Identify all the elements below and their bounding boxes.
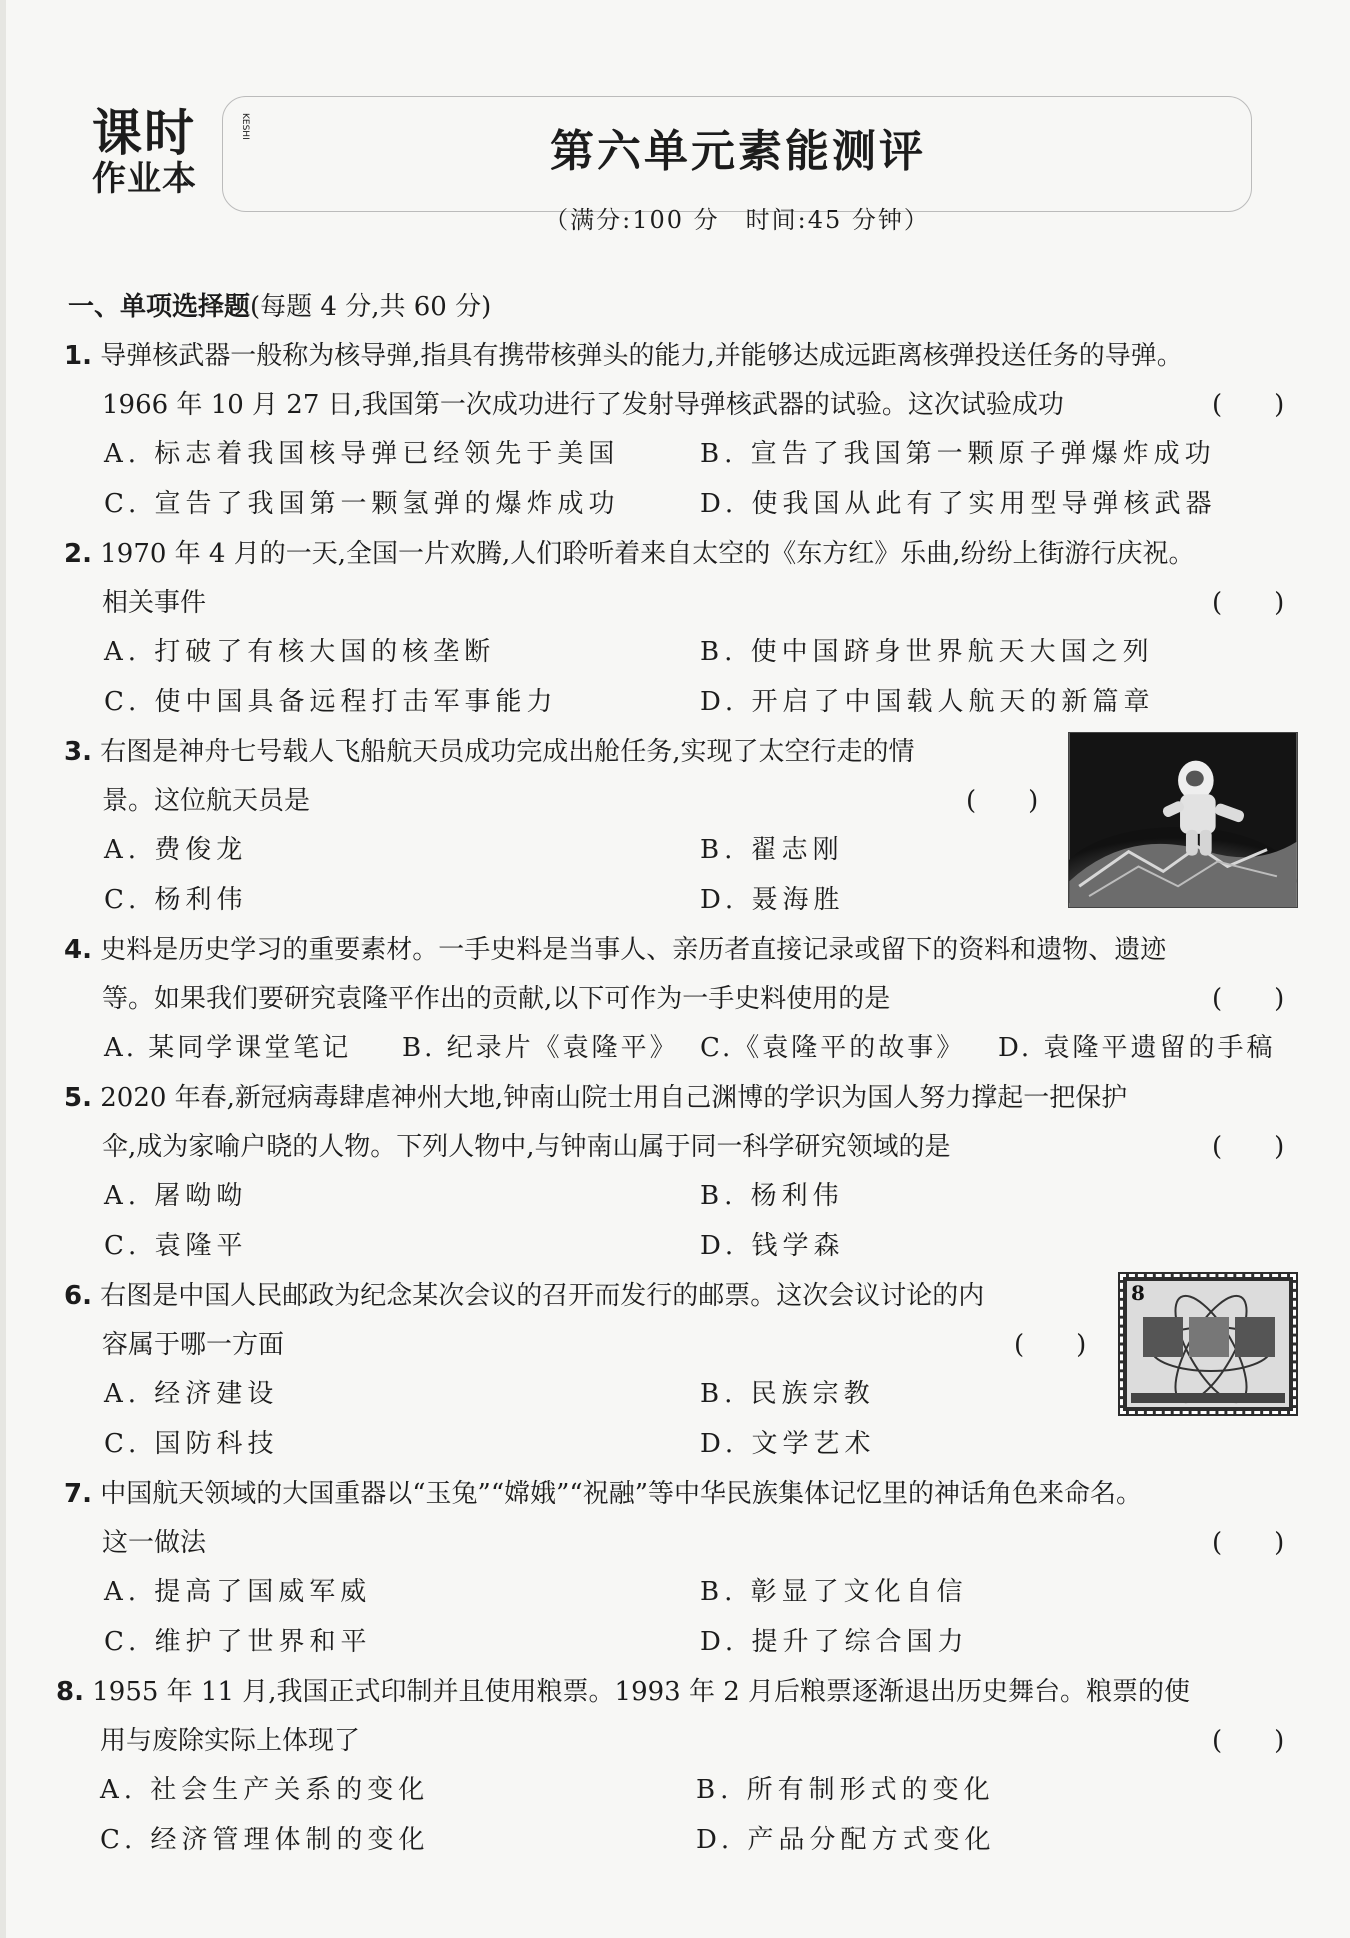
- option-d[interactable]: D. 使我国从此有了实用型导弹核武器: [700, 489, 1217, 519]
- option-c[interactable]: C. 宣告了我国第一颗氢弹的爆炸成功: [104, 489, 620, 519]
- option-d[interactable]: D. 提升了综合国力: [700, 1627, 969, 1657]
- question-5-line-2: 伞,成为家喻户晓的人物。下列人物中,与钟南山属于同一科学研究领域的是: [102, 1132, 951, 1162]
- question-8-line-2: 用与废除实际上体现了: [100, 1726, 361, 1756]
- question-number: 3.: [64, 737, 92, 767]
- option-c[interactable]: C.《袁隆平的故事》: [700, 1033, 966, 1063]
- question-number: 2.: [64, 539, 92, 569]
- question-4-line-2: 等。如果我们要研究袁隆平作出的贡献,以下可作为一手史料使用的是: [102, 984, 891, 1014]
- option-a[interactable]: A. 提高了国威军威: [104, 1577, 372, 1607]
- option-a[interactable]: A. 费俊龙: [104, 835, 248, 865]
- option-d[interactable]: D. 文学艺术: [700, 1429, 876, 1459]
- question-number: 8.: [56, 1677, 84, 1707]
- question-text: 史料是历史学习的重要素材。一手史料是当事人、亲历者直接记录或留下的资料和遗物、遗迹: [100, 935, 1167, 965]
- answer-blank[interactable]: ( ): [1212, 1726, 1285, 1756]
- option-b[interactable]: B. 纪录片《袁隆平》: [402, 1033, 679, 1063]
- question-6-line-2: 容属于哪一方面: [102, 1330, 285, 1360]
- question-number: 5.: [64, 1083, 92, 1113]
- question-1-line-1: [64, 336, 1183, 376]
- logo-pinyin: KESHI: [240, 113, 250, 140]
- answer-blank[interactable]: ( ): [1014, 1330, 1087, 1360]
- title-box: [222, 96, 1252, 212]
- option-b[interactable]: B. 使中国跻身世界航天大国之列: [700, 637, 1154, 667]
- option-d[interactable]: D. 产品分配方式变化: [696, 1825, 996, 1855]
- question-8-line-1: [56, 1672, 1190, 1712]
- option-d[interactable]: D. 开启了中国载人航天的新篇章: [700, 687, 1155, 717]
- page-title: 第六单元素能测评: [550, 126, 926, 177]
- answer-blank[interactable]: ( ): [966, 786, 1039, 816]
- answer-blank[interactable]: ( ): [1212, 588, 1285, 618]
- logo-line-1: 课时: [92, 104, 196, 162]
- option-d[interactable]: D. 袁隆平遗留的手稿: [998, 1033, 1276, 1063]
- option-d[interactable]: D. 聂海胜: [700, 885, 845, 915]
- question-3-line-1: [64, 732, 915, 772]
- section-heading: [68, 286, 491, 323]
- question-3-line-2: 景。这位航天员是: [102, 786, 311, 816]
- option-b[interactable]: B. 彰显了文化自信: [700, 1577, 968, 1607]
- stamp-artwork: [1123, 1277, 1293, 1411]
- question-number: 7.: [64, 1479, 92, 1509]
- answer-blank[interactable]: ( ): [1212, 984, 1285, 1014]
- question-text: 1970 年 4 月的一天,全国一片欢腾,人们聆听着来自太空的《东方红》乐曲,纷纷上街游行庆祝。: [100, 539, 1195, 569]
- section-title: 一、单项选择题: [68, 292, 251, 322]
- question-7-line-2: 这一做法: [102, 1528, 207, 1558]
- logo-line-2: 作业本: [92, 159, 197, 199]
- option-a[interactable]: A. 屠呦呦: [104, 1181, 248, 1211]
- option-b[interactable]: B. 杨利伟: [700, 1181, 844, 1211]
- question-text: 中国航天领域的大国重器以“玉兔”“嫦娥”“祝融”等中华民族集体记忆里的神话角色来命名。: [100, 1479, 1142, 1509]
- question-2-line-2: 相关事件: [102, 588, 207, 618]
- question-2-line-1: [64, 534, 1195, 574]
- section-note: (每题 4 分,共 60 分): [250, 292, 492, 322]
- option-b[interactable]: B. 翟志刚: [700, 835, 844, 865]
- question-7-line-1: [64, 1474, 1142, 1514]
- question-5-line-1: [64, 1078, 1127, 1118]
- question-text: 右图是神舟七号载人飞船航天员成功完成出舱任务,实现了太空行走的情: [100, 737, 915, 767]
- option-d[interactable]: D. 钱学森: [700, 1231, 845, 1261]
- commemorative-stamp: [1120, 1274, 1296, 1414]
- option-a[interactable]: A. 某同学课堂笔记: [104, 1033, 352, 1063]
- option-c[interactable]: C. 维护了世界和平: [104, 1627, 372, 1657]
- option-a[interactable]: A. 社会生产关系的变化: [100, 1775, 430, 1805]
- option-b[interactable]: B. 所有制形式的变化: [696, 1775, 995, 1805]
- question-text: 2020 年春,新冠病毒肆虐神州大地,钟南山院士用自己渊博的学识为国人努力撑起一把保护: [100, 1083, 1128, 1113]
- option-c[interactable]: C. 杨利伟: [104, 885, 248, 915]
- answer-blank[interactable]: ( ): [1212, 390, 1285, 420]
- option-c[interactable]: C. 国防科技: [104, 1429, 279, 1459]
- answer-blank[interactable]: ( ): [1212, 1528, 1285, 1558]
- question-text: 右图是中国人民邮政为纪念某次会议的召开而发行的邮票。这次会议讨论的内: [100, 1281, 985, 1311]
- option-b[interactable]: B. 宣告了我国第一颗原子弹爆炸成功: [700, 439, 1216, 469]
- question-4-line-1: [64, 930, 1166, 970]
- question-number: 1.: [64, 341, 92, 371]
- spacewalk-photo: [1068, 732, 1298, 908]
- question-text: 1955 年 11 月,我国正式印制并且使用粮票。1993 年 2 月后粮票逐渐退出历史舞台。粮票的使: [92, 1677, 1191, 1707]
- stamp-value: 8: [1131, 1281, 1145, 1305]
- option-a[interactable]: A. 标志着我国核导弹已经领先于美国: [104, 439, 620, 469]
- logo: [92, 104, 250, 199]
- option-c[interactable]: C. 袁隆平: [104, 1231, 248, 1261]
- option-c[interactable]: C. 经济管理体制的变化: [100, 1825, 430, 1855]
- question-number: 6.: [64, 1281, 92, 1311]
- option-c[interactable]: C. 使中国具备远程打击军事能力: [104, 687, 558, 717]
- question-text: 导弹核武器一般称为核导弹,指具有携带核弹头的能力,并能够达成远距离核弹投送任务的导弹。: [100, 341, 1183, 371]
- option-a[interactable]: A. 打破了有核大国的核垄断: [104, 637, 496, 667]
- question-6-line-1: [64, 1276, 984, 1316]
- option-a[interactable]: A. 经济建设: [104, 1379, 279, 1409]
- question-number: 4.: [64, 935, 92, 965]
- answer-blank[interactable]: ( ): [1212, 1132, 1285, 1162]
- question-1-line-2: 1966 年 10 月 27 日,我国第一次成功进行了发射导弹核武器的试验。这次试验成功: [102, 390, 1064, 420]
- page-subtitle: （满分:100 分 时间:45 分钟）: [544, 206, 930, 234]
- option-b[interactable]: B. 民族宗教: [700, 1379, 875, 1409]
